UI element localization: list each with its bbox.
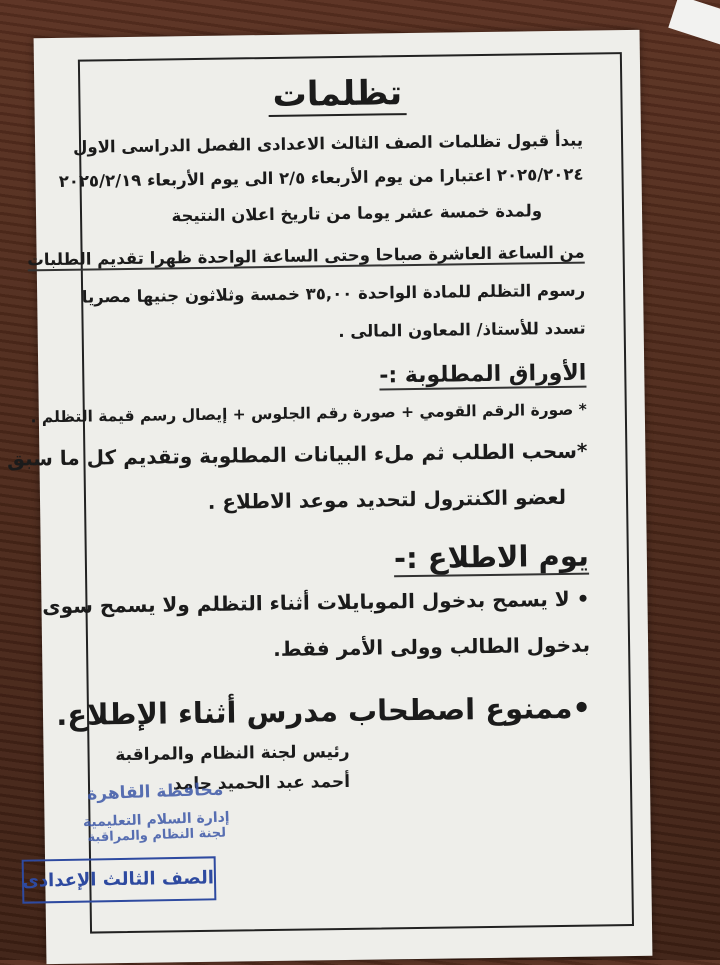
line-intro: يبدأ قبول تظلمات الصف الثالث الاعدادى الفصل الدراسى الاول xyxy=(72,130,584,157)
line-dates: ٢٠٢٥/٢٠٢٤ اعتبارا من يوم الأربعاء ٢/٥ الى يوم الأربعاء ٢٠٢٥/٢/١٩ xyxy=(58,164,584,191)
paper-scrap xyxy=(668,0,720,47)
line-hours: من الساعة العاشرة صباحا وحتى الساعة الواحدة ظهرا تقديم الطلبات xyxy=(27,242,585,270)
viewing-rule-phones: • لا يسمح بدخول الموبايلات أثناء التظلم ولا يسمح سوى xyxy=(42,586,590,619)
viewing-rule-teacher: •ممنوع اصطحاب مدرس أثناء الإطلاع. xyxy=(55,690,592,733)
viewing-day-heading: يوم الاطلاع :- xyxy=(393,538,590,576)
line-payment: تسدد للأستاذ/ المعاون المالى . xyxy=(338,318,586,342)
stamp-line-committee: لجنة النظام والمراقبة xyxy=(87,825,227,846)
application-instruction: *سحب الطلب ثم ملء البيانات المطلوبة وتقديم كل ما سبق xyxy=(6,438,588,471)
stamp-line-administration: إدارة السلام التعليمية xyxy=(82,809,230,831)
required-papers-item: * صورة الرقم القومي + صورة رقم الجلوس + إيصال رسم قيمة التظلم . xyxy=(30,400,587,427)
grade-stamp: الصف الثالث الإعدادى xyxy=(22,856,217,903)
notice-title: تظلمات xyxy=(34,70,640,118)
line-duration: ولمدة خمسة عشر يوما من تاريخ اعلان النتيجة xyxy=(171,201,543,226)
application-instruction-cont: لعضو الكنترول لتحديد موعد الاطلاع . xyxy=(207,484,567,514)
signatory-name: أحمد عبد الحميد حامد xyxy=(172,771,351,795)
stamp-line-governorate: محافظة القاهرة xyxy=(86,779,224,805)
administration-stamp xyxy=(55,779,257,847)
line-fees: رسوم التظلم للمادة الواحدة ٣٥,٠٠ خمسة وثلاثون جنيها مصريا xyxy=(81,280,586,307)
viewing-rule-phones-cont: بدخول الطالب وولى الأمر فقط. xyxy=(272,632,591,661)
signatory-role: رئيس لجنة النظام والمراقبة xyxy=(115,741,350,766)
required-papers-heading: الأوراق المطلوبة :- xyxy=(379,360,587,389)
